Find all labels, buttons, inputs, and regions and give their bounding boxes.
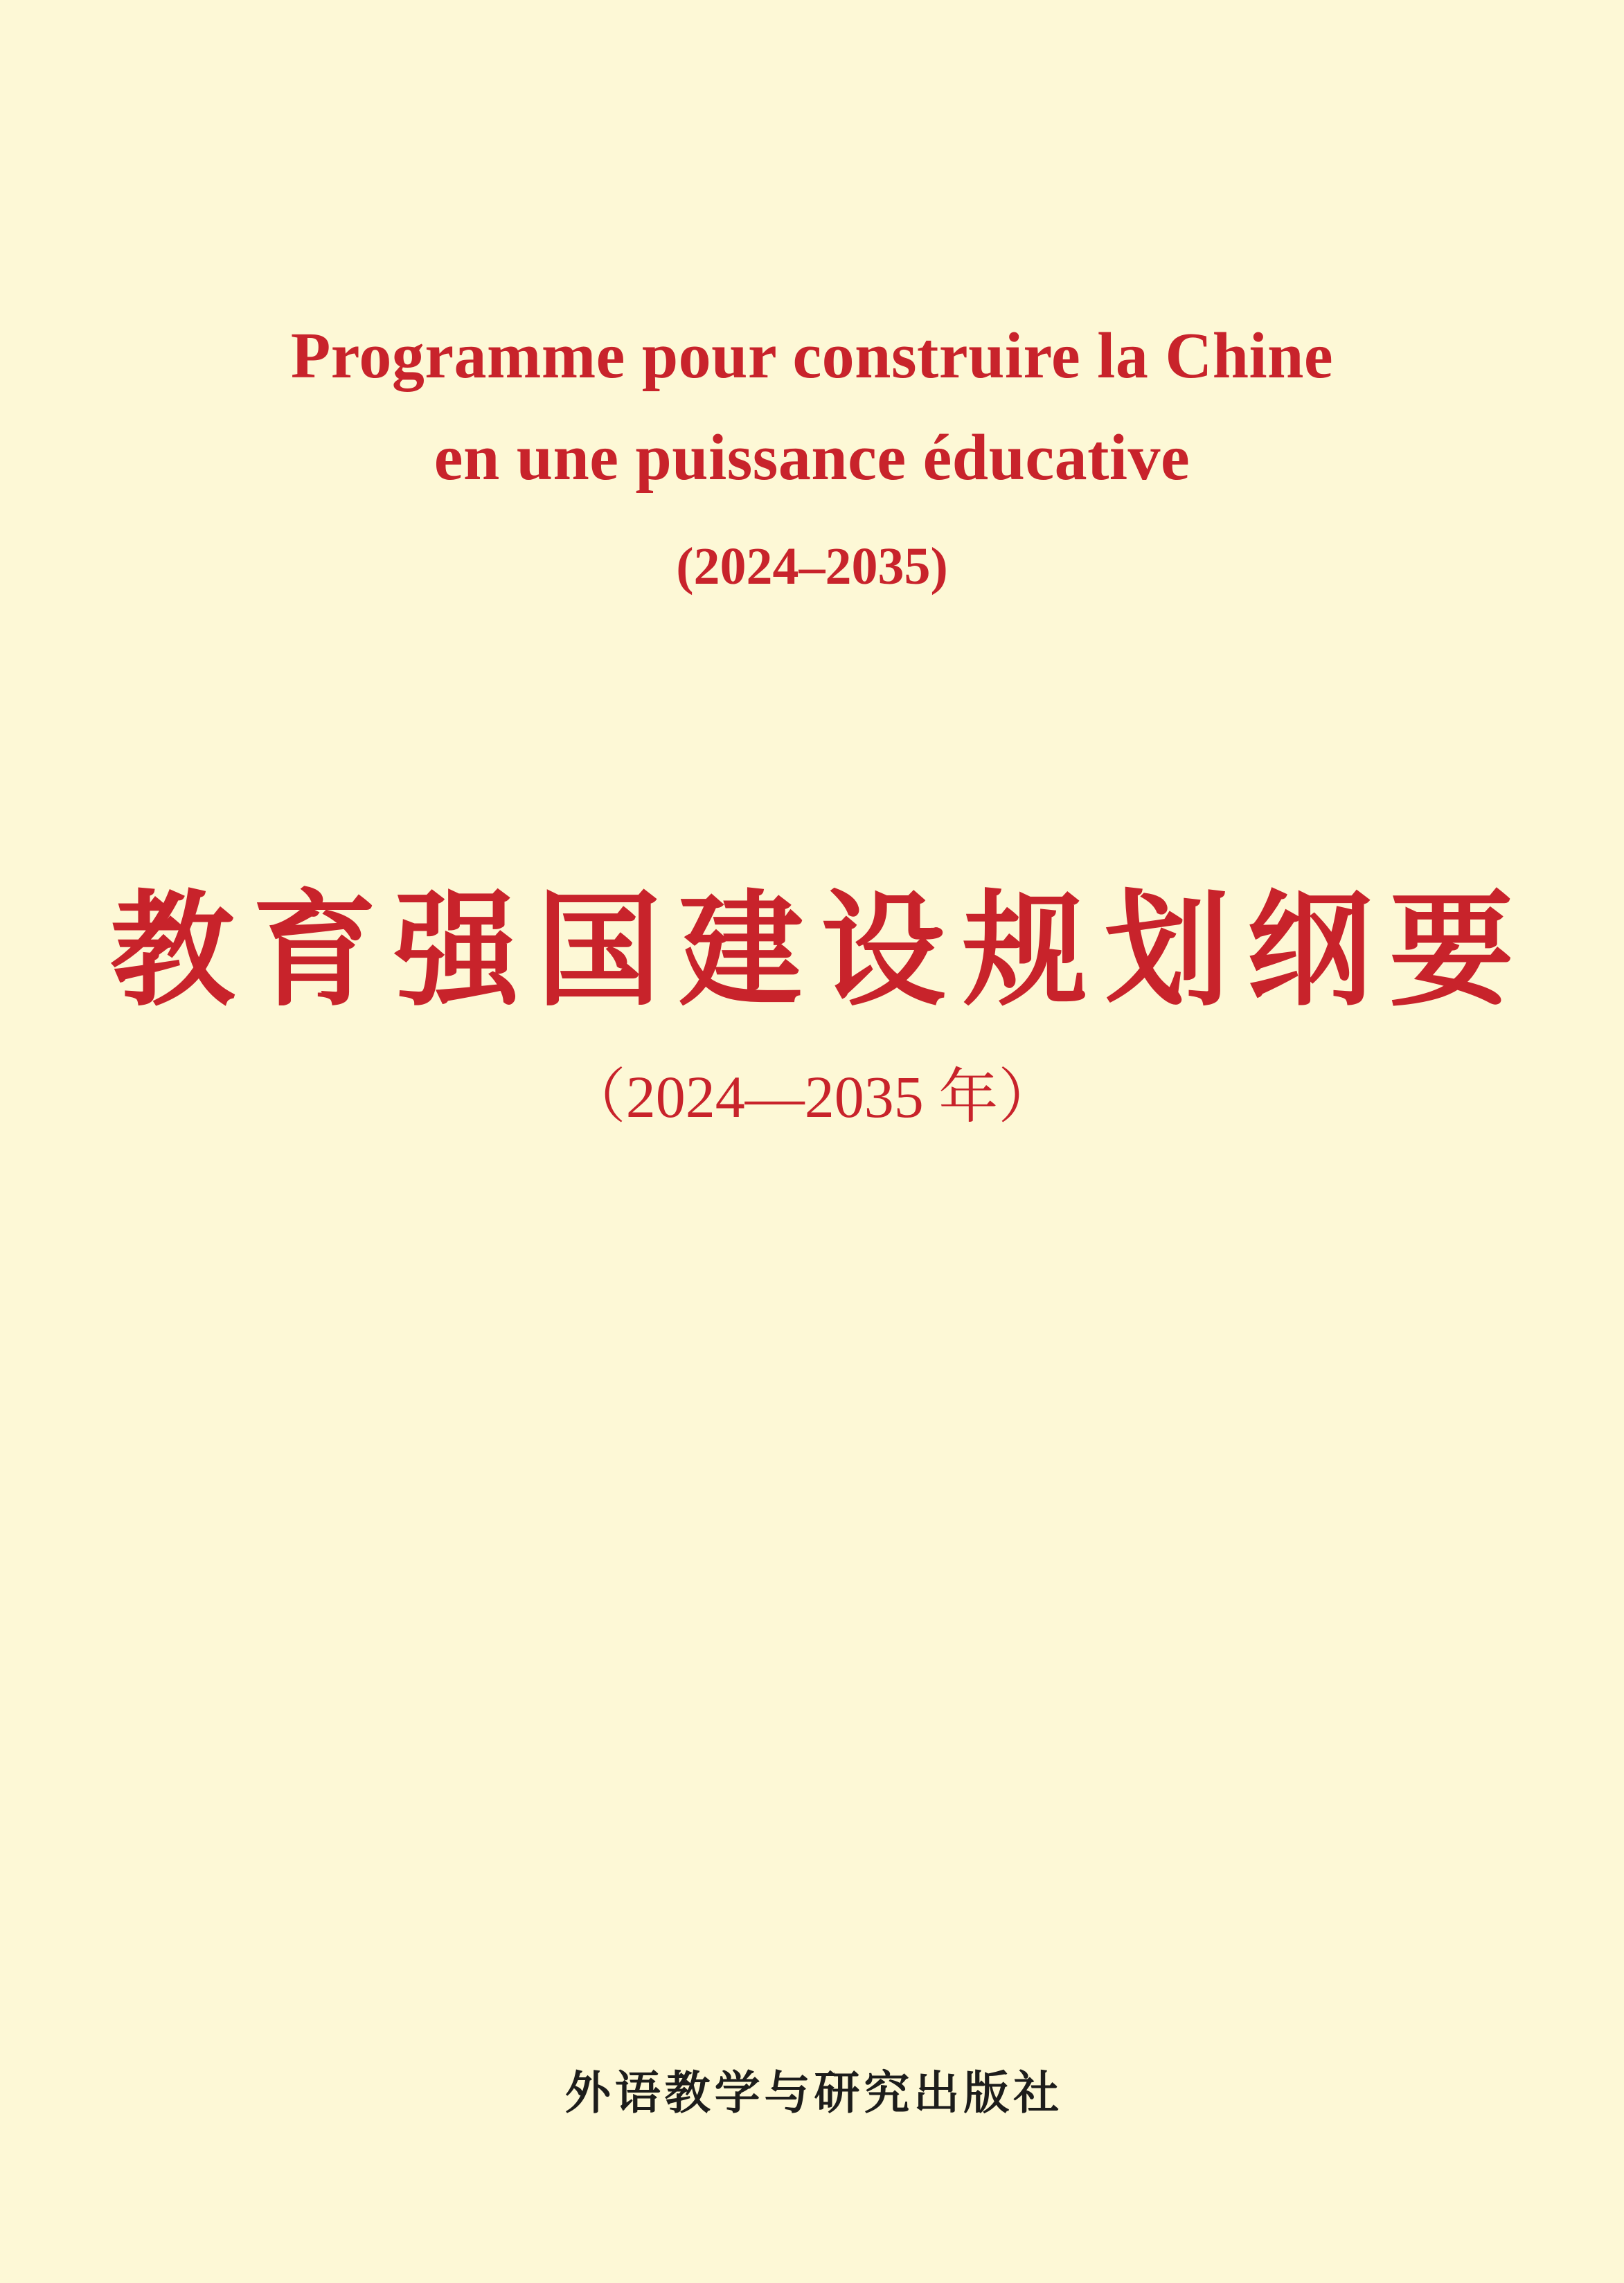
french-title-line2: en une puissance éducative <box>434 422 1190 494</box>
chinese-title: 教育强国建设规划纲要 <box>110 883 1532 1021</box>
french-title-line1: Programme pour construire la Chine <box>290 320 1334 392</box>
publisher-name: 外语教学与研究出版社 <box>564 2067 1064 2118</box>
chinese-title-years: （2024—2035 年） <box>566 1064 1058 1130</box>
french-title-years: (2024–2035) <box>676 537 948 596</box>
